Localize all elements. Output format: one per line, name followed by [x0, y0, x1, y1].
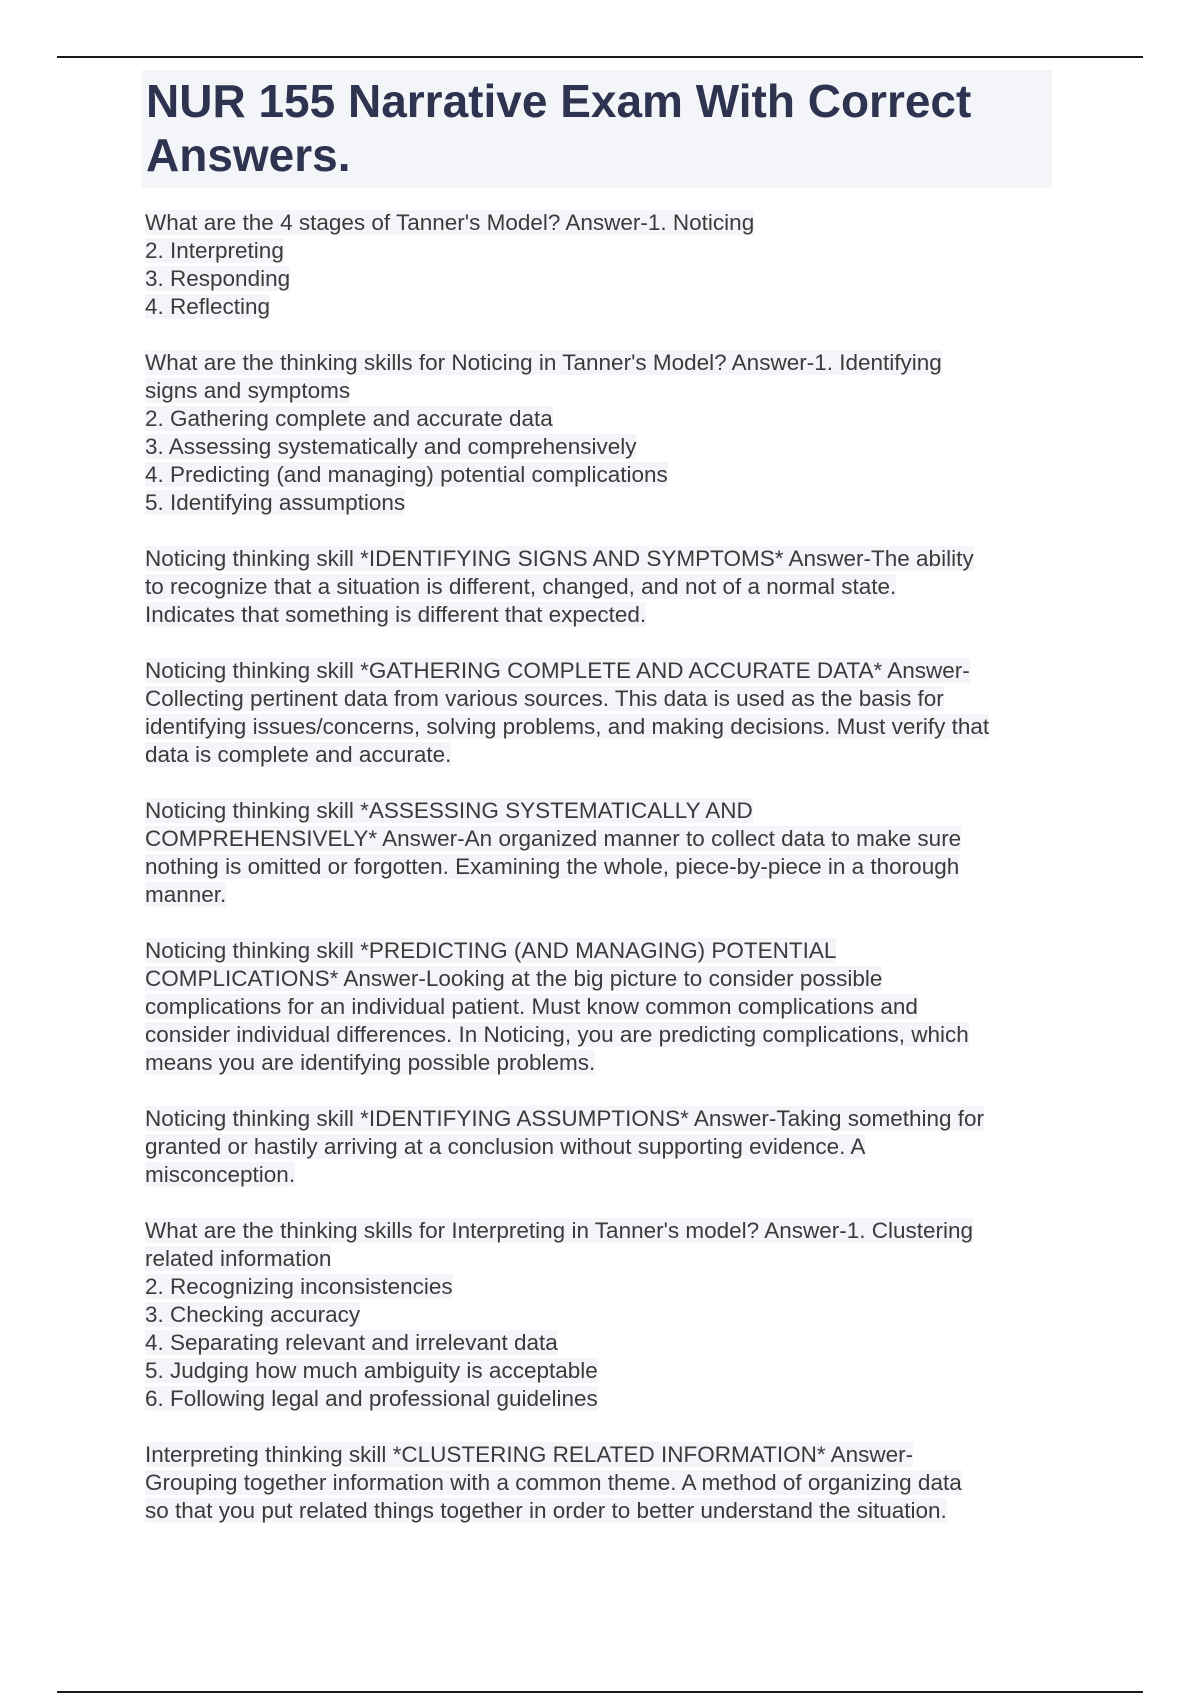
qa-block — [145, 797, 1055, 909]
qa-line-text: Noticing thinking skill *PREDICTING (AND MANAGING) POTENTIAL — [145, 938, 837, 963]
qa-line-text: so that you put related things together in order to better understand the situation. — [145, 1498, 947, 1523]
qa-line-text: identifying issues/concerns, solving problems, and making decisions. Must verify that — [145, 714, 990, 739]
qa-line-text: What are the 4 stages of Tanner's Model? Answer-1. Noticing — [145, 210, 755, 235]
qa-line — [145, 433, 1055, 461]
top-divider — [57, 56, 1143, 58]
qa-line — [145, 1161, 1055, 1189]
qa-line-text: What are the thinking skills for Noticing in Tanner's Model? Answer-1. Identifying — [145, 350, 942, 375]
qa-line — [145, 237, 1055, 265]
qa-line — [145, 545, 1055, 573]
title-block — [142, 70, 1052, 188]
qa-line — [145, 937, 1055, 965]
qa-line-text: Noticing thinking skill *GATHERING COMPLETE AND ACCURATE DATA* Answer- — [145, 658, 970, 683]
qa-line-text: 4. Reflecting — [145, 294, 271, 319]
qa-line-text: Noticing thinking skill *ASSESSING SYSTEMATICALLY AND — [145, 798, 753, 823]
qa-line — [145, 1133, 1055, 1161]
qa-block — [145, 1441, 1055, 1525]
qa-line-text: 4. Separating relevant and irrelevant data — [145, 1330, 558, 1355]
qa-line-text: 3. Responding — [145, 266, 291, 291]
qa-line — [145, 1021, 1055, 1049]
qa-line — [145, 1357, 1055, 1385]
qa-line — [145, 1105, 1055, 1133]
qa-line-text: Collecting pertinent data from various sources. This data is used as the basis for — [145, 686, 944, 711]
qa-line — [145, 797, 1055, 825]
qa-line — [145, 1049, 1055, 1077]
qa-line-text: data is complete and accurate. — [145, 742, 452, 767]
qa-line — [145, 1273, 1055, 1301]
qa-line-text: Indicates that something is different that expected. — [145, 602, 647, 627]
qa-line-text: 2. Gathering complete and accurate data — [145, 406, 553, 431]
qa-line — [145, 965, 1055, 993]
qa-line-text: Interpreting thinking skill *CLUSTERING RELATED INFORMATION* Answer- — [145, 1442, 914, 1467]
qa-line-text: 5. Identifying assumptions — [145, 490, 406, 515]
qa-line — [145, 657, 1055, 685]
qa-line — [145, 1497, 1055, 1525]
qa-line — [145, 1441, 1055, 1469]
qa-line — [145, 265, 1055, 293]
page-title: NUR 155 Narrative Exam With Correct Answers. — [146, 75, 972, 181]
qa-line-text: manner. — [145, 882, 227, 907]
qa-block — [145, 349, 1055, 517]
qa-block — [145, 1217, 1055, 1413]
qa-line-text: means you are identifying possible problems. — [145, 1050, 596, 1075]
qa-line — [145, 377, 1055, 405]
qa-line — [145, 573, 1055, 601]
qa-line-text: granted or hastily arriving at a conclusion without supporting evidence. A — [145, 1134, 866, 1159]
qa-line-text: Noticing thinking skill *IDENTIFYING ASSUMPTIONS* Answer-Taking something for — [145, 1106, 985, 1131]
qa-line — [145, 461, 1055, 489]
qa-block — [145, 657, 1055, 769]
qa-line — [145, 1469, 1055, 1497]
qa-line-text: 3. Checking accuracy — [145, 1302, 361, 1327]
qa-line-text: misconception. — [145, 1162, 296, 1187]
qa-line-text: complications for an individual patient. Must know common complications and — [145, 994, 918, 1019]
qa-line — [145, 1245, 1055, 1273]
qa-line-text: 6. Following legal and professional guidelines — [145, 1386, 598, 1411]
qa-line-text: 5. Judging how much ambiguity is acceptable — [145, 1358, 598, 1383]
qa-line — [145, 741, 1055, 769]
qa-line-text: consider individual differences. In Noticing, you are predicting complications, which — [145, 1022, 969, 1047]
qa-block — [145, 545, 1055, 629]
qa-line-text: 2. Recognizing inconsistencies — [145, 1274, 453, 1299]
qa-line — [145, 601, 1055, 629]
qa-block — [145, 1105, 1055, 1189]
qa-block — [145, 937, 1055, 1077]
qa-line — [145, 825, 1055, 853]
qa-line-text: to recognize that a situation is different, changed, and not of a normal state. — [145, 574, 897, 599]
qa-line-text: Noticing thinking skill *IDENTIFYING SIGNS AND SYMPTOMS* Answer-The ability — [145, 546, 974, 571]
qa-line — [145, 713, 1055, 741]
qa-line-text: related information — [145, 1246, 332, 1271]
qa-line — [145, 1385, 1055, 1413]
qa-line — [145, 293, 1055, 321]
qa-line — [145, 349, 1055, 377]
qa-line-text: COMPLICATIONS* Answer-Looking at the big picture to consider possible — [145, 966, 883, 991]
bottom-divider — [57, 1691, 1143, 1693]
qa-line — [145, 993, 1055, 1021]
qa-line-text: signs and symptoms — [145, 378, 351, 403]
qa-line-text: Grouping together information with a common theme. A method of organizing data — [145, 1470, 962, 1495]
qa-line-text: What are the thinking skills for Interpreting in Tanner's model? Answer-1. Clustering — [145, 1218, 974, 1243]
qa-line-text: 3. Assessing systematically and comprehensively — [145, 434, 637, 459]
document-body — [145, 209, 1055, 1553]
qa-block — [145, 209, 1055, 321]
qa-line-text: COMPREHENSIVELY* Answer-An organized manner to collect data to make sure — [145, 826, 962, 851]
qa-line — [145, 1217, 1055, 1245]
qa-line — [145, 489, 1055, 517]
qa-line — [145, 881, 1055, 909]
qa-line — [145, 1301, 1055, 1329]
qa-line-text: 4. Predicting (and managing) potential complications — [145, 462, 668, 487]
qa-line — [145, 853, 1055, 881]
qa-line — [145, 685, 1055, 713]
qa-line-text: nothing is omitted or forgotten. Examining the whole, piece-by-piece in a thorough — [145, 854, 960, 879]
qa-line — [145, 1329, 1055, 1357]
qa-line — [145, 209, 1055, 237]
qa-line — [145, 405, 1055, 433]
qa-line-text: 2. Interpreting — [145, 238, 284, 263]
